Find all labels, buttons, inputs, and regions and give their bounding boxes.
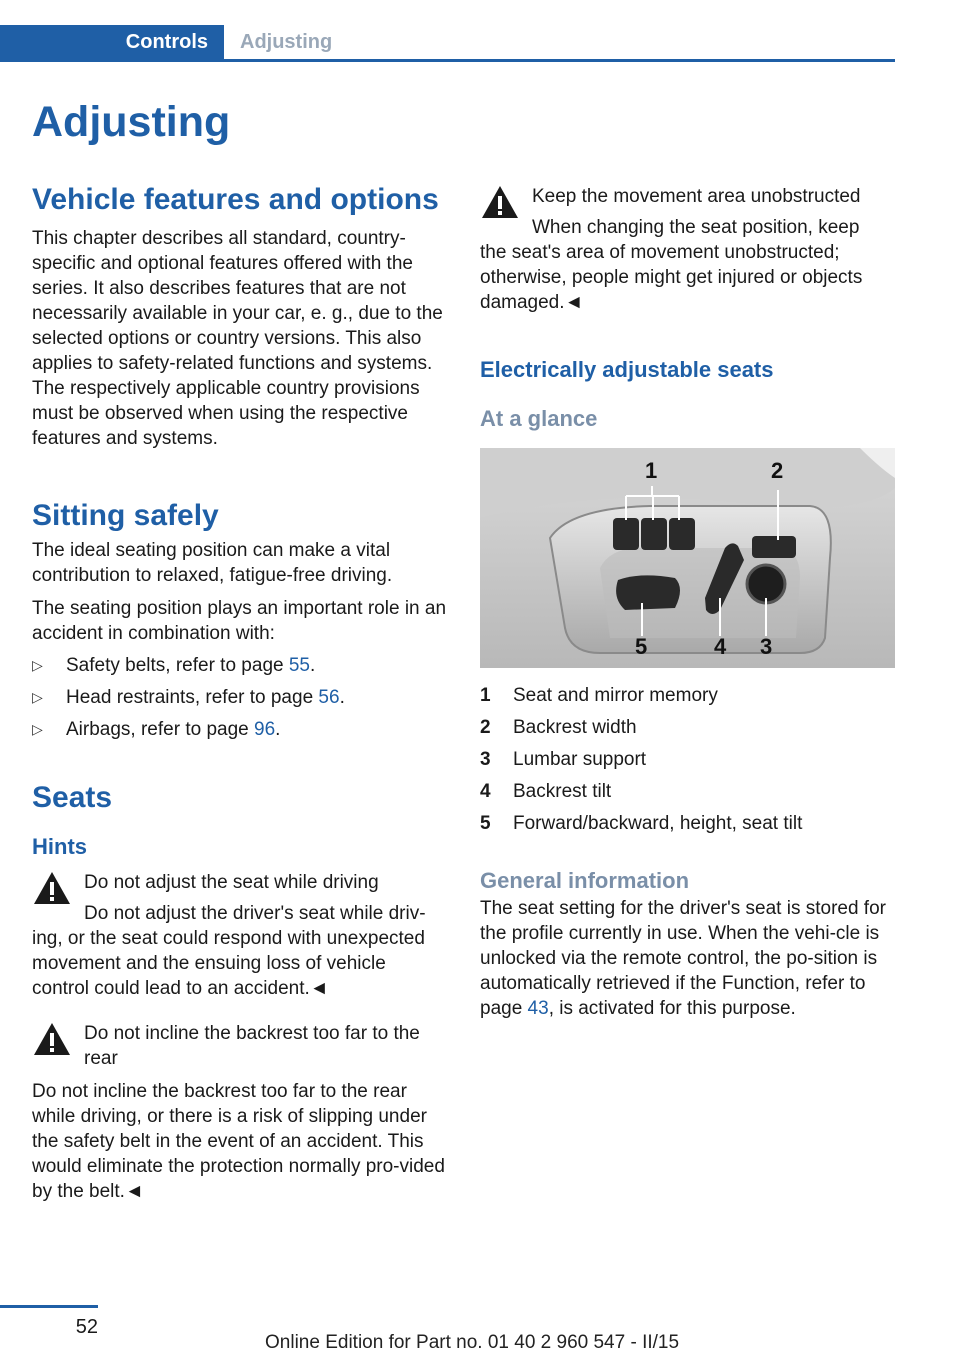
safety-list	[32, 653, 447, 742]
warning-seat-driving	[32, 870, 447, 1001]
warning-text-line: When changing the seat position, keep	[532, 217, 860, 238]
triangle-bullet-icon: ▷	[32, 689, 43, 705]
legend-item: 1 Seat and mirror memory	[480, 685, 718, 706]
callout-label: 2	[771, 458, 784, 483]
warning-movement-area	[480, 184, 895, 315]
chapter-title: Adjusting	[32, 98, 231, 146]
right-column	[480, 184, 895, 1021]
page-link[interactable]: 96	[254, 719, 276, 740]
list-item: ▷ Head restraints, refer to page 56.	[32, 687, 345, 708]
legend-item: 4 Backrest tilt	[480, 781, 612, 802]
warning-title: Do not adjust the seat while driving	[84, 872, 379, 893]
triangle-bullet-icon: ▷	[32, 657, 43, 673]
page-link[interactable]: 55	[288, 655, 310, 676]
warning-text-line: Do not adjust the driver's seat while driv-	[84, 903, 426, 924]
sitting-safely-para1: The ideal seating position can make a vital contribution to relaxed, fatigue-free driving.	[32, 540, 393, 586]
list-item: ▷ Safety belts, refer to page 55.	[32, 655, 316, 676]
electric-seats-heading: Electrically adjustable seats	[480, 357, 774, 382]
vehicle-features-text: This chapter describes all standard, country-specific and optional features offered with the series. It also describes features that are not necessarily available in your car, e. g., due to the selected options or country versions. This also applies to safety-related functions and systems. The respectively applicable country provisions must be observed when using the respective features and systems.	[32, 228, 443, 449]
list-item: ▷ Airbags, refer to page 96.	[32, 719, 281, 740]
tab-controls[interactable]: Controls	[0, 25, 224, 59]
sitting-safely-heading: Sitting safely	[32, 499, 219, 532]
vehicle-features-heading: Vehicle features and options	[32, 183, 439, 216]
triangle-bullet-icon: ▷	[32, 721, 43, 737]
warning-title: Keep the movement area unobstructed	[532, 186, 861, 207]
warning-title: Do not incline the backrest too far to the rear	[84, 1023, 420, 1069]
legend-item: 3 Lumbar support	[480, 749, 647, 770]
at-a-glance-heading: At a glance	[480, 406, 598, 431]
warning-triangle-icon	[480, 184, 520, 220]
tab-adjusting[interactable]: Adjusting	[240, 31, 333, 53]
warning-triangle-icon	[32, 1021, 72, 1057]
callout-label: 3	[760, 634, 773, 659]
warning-text: ing, or the seat could respond with unexpected movement and the ensuing loss of vehicle control could lead to an accident.◄	[32, 928, 425, 999]
callout-label: 5	[635, 634, 648, 659]
sitting-safely-para2: The seating position plays an important role in an accident in combination with:	[32, 598, 447, 644]
page-link[interactable]: 43	[527, 998, 549, 1019]
left-column	[32, 180, 447, 1204]
seat-controls-illustration	[480, 448, 895, 668]
general-info-text: The seat setting for the driver's seat is stored for the profile currently in use. When the vehi-cle is unlocked via the remote control, the po-sition is automatically retrieved if the Function, refer to page 43, is activated for this purpose.	[480, 898, 886, 1019]
legend-item: 5 Forward/backward, height, seat tilt	[480, 813, 803, 834]
warning-backrest	[32, 1021, 447, 1204]
footer-rule	[0, 1305, 98, 1308]
callout-label: 1	[645, 458, 658, 483]
legend-item: 2 Backrest width	[480, 717, 637, 738]
general-info-heading: General information	[480, 868, 690, 893]
seat-controls-figure	[480, 448, 895, 668]
seats-heading: Seats	[32, 781, 113, 814]
warning-triangle-icon	[32, 870, 72, 906]
callout-label: 4	[714, 634, 727, 659]
hints-heading: Hints	[32, 834, 87, 859]
warning-text: Do not incline the backrest too far to the rear while driving, or there is a risk of slipping under the safety belt in the event of an accident. This would eliminate the protection normally pro-vided by the belt.◄	[32, 1081, 445, 1202]
figure-legend	[480, 680, 895, 840]
header-tabs	[0, 25, 895, 62]
page-number: 52	[75, 1316, 98, 1338]
page-link[interactable]: 56	[318, 687, 340, 708]
edition-text: Online Edition for Part no. 01 40 2 960 547 - II/15	[265, 1332, 680, 1353]
warning-text: the seat's area of movement unobstructed; otherwise, people might get injured or objects damaged.◄	[480, 242, 863, 313]
